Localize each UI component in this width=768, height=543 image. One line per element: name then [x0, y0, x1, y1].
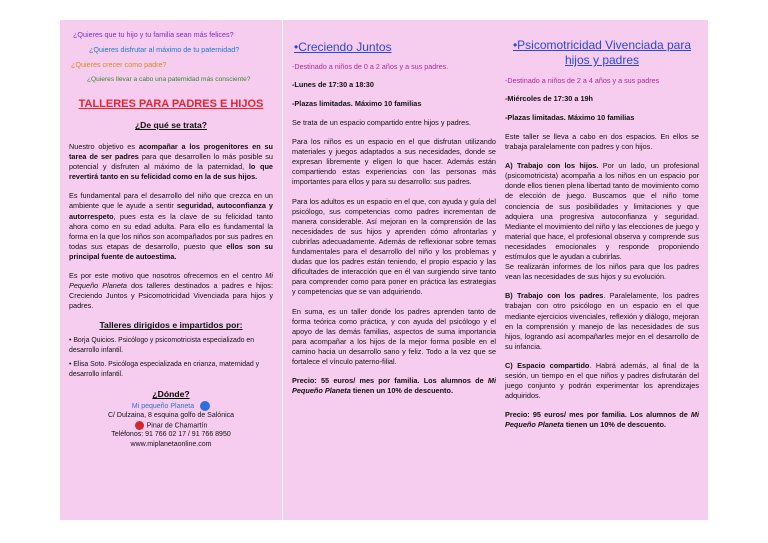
where-heading: ¿Dónde?	[152, 389, 190, 400]
phones-text: Teléfonos: 91 766 02 17 / 91 766 8950	[111, 431, 231, 439]
panel-creciendo-juntos	[283, 20, 505, 520]
metro-station: Pinar de Chamartín	[146, 422, 208, 430]
intro-paragraph-3: Es por este motivo que nosotros ofrecemos en el centro Mi Pequeño Planeta dos talleres destinados a padres e hijos: Creciendo Juntos y Psicomotricidad Vivenciada para hijos y padres.	[69, 271, 273, 311]
places: -Plazas limitadas. Máximo 10 familias	[505, 113, 635, 122]
schedule: -Miércoles de 17:30 a 19h	[505, 94, 594, 103]
leaders-heading: Talleres dirigidos e impartidos por:	[99, 320, 243, 331]
places: -Plazas limitadas. Máximo 10 familias	[292, 99, 422, 108]
intro-paragraph-1: Nuestro objetivo es acompañar a los progenitores en su tarea de ser padres para que desarrollen lo más posible su potencial y disfruten al máximo de la paternidad, lo que revertirá tanto en su felicidad como en la de sus hijos.	[69, 142, 273, 182]
metro-icon	[135, 421, 144, 430]
question-4: ¿Quieres llevar a cabo una paternidad más consciente?	[87, 76, 251, 83]
paragraph: Para los adultos es un espacio en el que, con ayuda y guía del psicólogo, sus competencias como padres incrementan de manera considerable. Así mejoran en la comprensión de las necesidades de sus hijos y aprenden cómo afrontarlas y cubrirlas adecuadamente. Además de reflexionar sobre temas fundamentales para el desarrollo del niño y los problemas y dudas que los padres están teniendo, el propio espacio y las dificultades de interacción que en él van surgiendo sirve tanto para comprender como para poner en práctica las estrategias y competencias que se van adquiriendo.	[292, 196, 496, 297]
website-text: www.miplanetaonline.com	[130, 440, 212, 448]
brand-name: Mi pequeño Planeta	[131, 402, 195, 410]
intro-paragraph-2: Es fundamental para el desarrollo del niño que crezca en un ambiente que le ayude a sentir seguridad, autoconfianza y autorrespeto, pues esta es la clave de su felicidad tanto ahora como en su edad adulta. Para ello es fundamental la forma en la que los niños son acompañados por sus padres en todas sus etapas de desarrollo, puesto que ellos son su principal fuente de autoestima.	[69, 191, 273, 261]
paragraph: Este taller se lleva a cabo en dos espacios. En ellos se trabaja paralelamente con padres y con hijos.	[505, 132, 699, 152]
paragraph: En suma, es un taller donde los padres aprenden tanto de forma teórica como práctica, y con ayuda del psicólogo y el apoyo de las demás familias, aspectos de suma importancia para acompañar a los hijos de la mejor forma posible en el camino hacia un desarrollo sano y feliz. Todo a la vez que se fortalece el vínculo paterno-filial.	[292, 306, 496, 366]
paragraph: Para los niños es un espacio en el que disfrutan utilizando materiales y juegos adaptados a sus necesidades, donde se expresan libremente y eligen lo que hacer. Además están compartiendo estas experiencias con las personas más importantes para ellos y para su desarrollo: sus padres.	[292, 137, 496, 187]
workshop-title-2: •Psicomotricidad Vivenciada para hijos y padres	[512, 38, 692, 67]
address-text: C/ Dulzaina, 8 esquina golfo de Salónica	[107, 412, 235, 420]
paragraph-a2: Se realizarán informes de los niños para que los padres vean las necesidades de sus hijos y su evolución.	[505, 262, 699, 282]
leaders-list	[69, 336, 273, 379]
panel-psicomotricidad	[496, 20, 708, 520]
question-1: ¿Quieres que tu hijo y tu familia sean más felices?	[73, 30, 234, 39]
question-2: ¿Quieres disfrutar al máximo de tu paternidad?	[89, 45, 240, 54]
workshop-title-1: •Creciendo Juntos	[294, 40, 392, 54]
target-audience: -Destinado a niños de 0 a 2 años y a sus padres.	[292, 62, 449, 71]
address-block	[69, 401, 273, 449]
panel-intro	[60, 20, 282, 520]
schedule: -Lunes de 17:30 a 18:30	[292, 80, 374, 89]
paragraph-b: B) Trabajo con los padres. Paralelamente, los padres trabajan con otro psicólogo en un espacio en el que mediante ejercicios vivenciales, reflexión y diálogo, mejoran en la comprensión y manejo de las necesidades de sus hijos, logrando así acompañarles mejor en el desarrollo de su infancia.	[505, 291, 699, 351]
question-3: ¿Quieres crecer como padre?	[71, 60, 167, 69]
price: Precio: 95 euros/ mes por familia. Los alumnos de Mi Pequeño Planeta tienen un 10% de descuento.	[505, 410, 699, 430]
target-audience: -Destinado a niños de 2 a 4 años y a sus padres	[505, 76, 660, 85]
price: Precio: 55 euros/ mes por familia. Los alumnos de Mi Pequeño Planeta tienen un 10% de descuento.	[292, 376, 497, 396]
leader-item: • Borja Quicios. Psicólogo y psicomotricista especializado en desarrollo infantil.	[69, 337, 255, 354]
paragraph-a: A) Trabajo con los hijos. Por un lado, un profesional (psicomotricista) acompaña a los niños en un espacio por donde ellos tienen plena libertad tanto de movimiento como de elección de juego. Buscamos que el niño tome conciencia de sus posibilidades y limitaciones y que adquiera una progresiva autoconfianza y seguridad. Mediante el movimiento del niño y las elecciones de juego y material que hace, el profesional observa y comprende sus necesidades emocionales y responde proponiendo estímulos que le ayudan a cubrirlas.	[505, 161, 699, 262]
paragraph-c: C) Espacio compartido. Habrá además, al final de la sesión, un tiempo en el que niños y padres disfrutarán del juego conjunto y podrán experimentar los aprendizajes adquiridos.	[505, 360, 699, 401]
what-heading: ¿De qué se trata?	[134, 120, 208, 130]
main-title: TALLERES PARA PADRES E HIJOS	[78, 98, 264, 110]
paragraph: Se trata de un espacio compartido entre hijos y padres.	[292, 118, 471, 127]
leader-item: • Elisa Soto. Psicóloga especializada en crianza, maternidad y desarrollo infantil.	[69, 361, 260, 378]
planet-logo-icon	[200, 401, 210, 411]
